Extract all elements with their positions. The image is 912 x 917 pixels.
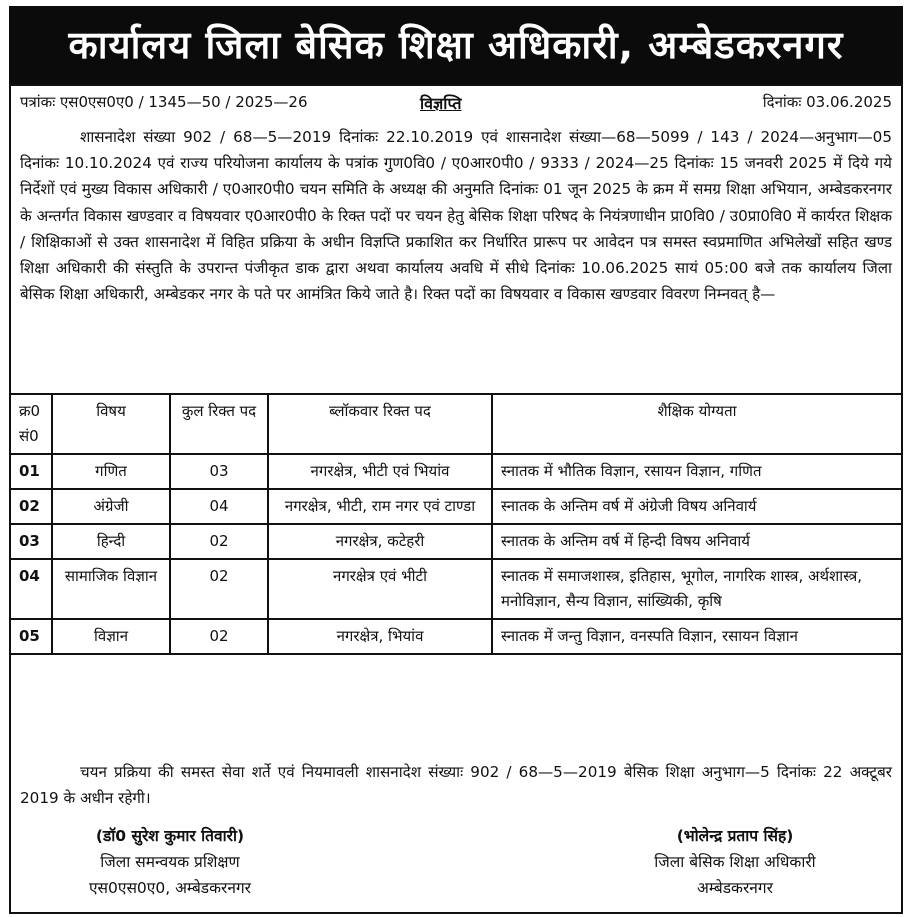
cell-serial: 03 (10, 524, 52, 559)
cell-blocks: नगरक्षेत्र, कटेहरी (268, 524, 492, 559)
cell-posts: 04 (170, 489, 268, 524)
cell-subject: विज्ञान (52, 619, 170, 654)
cell-serial: 02 (10, 489, 52, 524)
header-qualification: शैक्षिक योग्यता (492, 394, 902, 454)
cell-blocks: नगरक्षेत्र, भीटी, राम नगर एवं टाण्डा (268, 489, 492, 524)
header-subject: विषय (52, 394, 170, 454)
cell-qualification: स्नातक में भौतिक विज्ञान, रसायन विज्ञान, गणित (492, 454, 902, 489)
signature-block-left (40, 823, 300, 901)
header-serial: क्र0 सं0 (10, 394, 52, 454)
intro-paragraph: शासनादेश संख्या 902 / 68—5—2019 दिनांकः 22.10.2019 एवं शासनादेश संख्या—68—5099 / 143 / 2024—अनुभाग—05 दिनांकः 10.10.2024 एवं राज्य परियोजना कार्यालय के पत्रांक गुण0वि0 / ए0आर0पी0 / 9333 / 2024—25 दिनांकः 15 जनवरी 2025 में दिये गये निर्देशों एवं मुख्य विकास अधिकारी / ए0आर0पी0 चयन समिति के अध्यक्ष की अनुमति दिनांकः 01 जून 2025 के क्रम में समग्र शिक्षा अभियान, अम्बेडकरनगर के अन्तर्गत विकास खण्डवार व विषयवार ए0आर0पी0 के रिक्त पदों पर चयन हेतु बेसिक शिक्षा परिषद के नियंत्रणाधीन प्रा0वि0 / उ0प्रा0वि0 में कार्यरत शिक्षक / शिक्षिकाओं से उक्त शासनादेश में विहित प्रक्रिया के अधीन विज्ञप्ति प्रकाशित कर निर्धारित प्रारूप पर आवेदन पत्र समस्त स्वप्रमाणित अभिलेखों सहित खण्ड शिक्षा अधिकारी की संस्तुति के उपरान्त पंजीकृत डाक द्वारा अथवा कार्यालय अवधि में सीधे दिनांकः 10.06.2025 सायं 05:00 बजे तक कार्यालय जिला बेसिक शिक्षा अधिकारी, अम्बेडकर नगर के पते पर आमंत्रित किये जाते है। रिक्त पदों का विषयवार व विकास खण्डवार विवरण निम्नवत् है— (20, 128, 892, 304)
cell-subject: हिन्दी (52, 524, 170, 559)
vacancy-table (9, 393, 903, 655)
cell-qualification: स्नातक में समाजशास्त्र, इतिहास, भूगोल, नागरिक शास्त्र, अर्थशास्त्र, मनोविज्ञान, सैन्य विज्ञान, सांख्यिकी, कृषि (492, 559, 902, 619)
cell-posts: 02 (170, 559, 268, 619)
cell-blocks: नगरक्षेत्र, भियांव (268, 619, 492, 654)
letter-number: पत्रांकः एस0एस0ए0 / 1345—50 / 2025—26 (20, 93, 308, 111)
cell-subject: गणित (52, 454, 170, 489)
terms-note: चयन प्रक्रिया की समस्त सेवा शर्ते एवं नियमावली शासनादेश संख्याः 902 / 68—5—2019 बेसिक शिक्षा अनुभाग—5 दिनांकः 22 अक्टूबर 2019 के अधीन रहेगी। (20, 763, 892, 807)
header-blockwise-posts: ब्लॉकवार रिक्त पद (268, 394, 492, 454)
cell-posts: 02 (170, 619, 268, 654)
table-row (10, 454, 902, 489)
signatory-name: (डॉ0 सुरेश कुमार तिवारी) (95, 827, 245, 845)
cell-posts: 02 (170, 524, 268, 559)
cell-posts: 03 (170, 454, 268, 489)
table-row (10, 619, 902, 654)
cell-blocks: नगरक्षेत्र एवं भीटी (268, 559, 492, 619)
cell-serial: 01 (10, 454, 52, 489)
table-row (10, 489, 902, 524)
cell-qualification: स्नातक के अन्तिम वर्ष में अंग्रेजी विषय अनिवार्य (492, 489, 902, 524)
cell-serial: 05 (10, 619, 52, 654)
office-title-banner: कार्यालय जिला बेसिक शिक्षा अधिकारी, अम्बेडकरनगर (9, 6, 903, 84)
cell-serial: 04 (10, 559, 52, 619)
notice-heading: विज्ञप्ति (420, 94, 462, 113)
signature-block-right (600, 823, 870, 901)
cell-subject: अंग्रेजी (52, 489, 170, 524)
signatory-name: (भोलेन्द्र प्रताप सिंह) (676, 827, 794, 845)
signatory-office: अम्बेडकरनगर (697, 879, 773, 897)
table-header-row (10, 394, 902, 454)
signatory-designation: जिला समन्वयक प्रशिक्षण (100, 853, 240, 871)
cell-subject: सामाजिक विज्ञान (52, 559, 170, 619)
cell-qualification: स्नातक के अन्तिम वर्ष में हिन्दी विषय अनिवार्य (492, 524, 902, 559)
table-row (10, 524, 902, 559)
signatory-designation: जिला बेसिक शिक्षा अधिकारी (654, 853, 816, 871)
header-total-posts: कुल रिक्त पद (170, 394, 268, 454)
notice-date: दिनांकः 03.06.2025 (762, 93, 892, 111)
cell-qualification: स्नातक में जन्तु विज्ञान, वनस्पति विज्ञान, रसायन विज्ञान (492, 619, 902, 654)
signatory-office: एस0एस0ए0, अम्बेडकरनगर (88, 879, 252, 897)
table-row (10, 559, 902, 619)
cell-blocks: नगरक्षेत्र, भीटी एवं भियांव (268, 454, 492, 489)
